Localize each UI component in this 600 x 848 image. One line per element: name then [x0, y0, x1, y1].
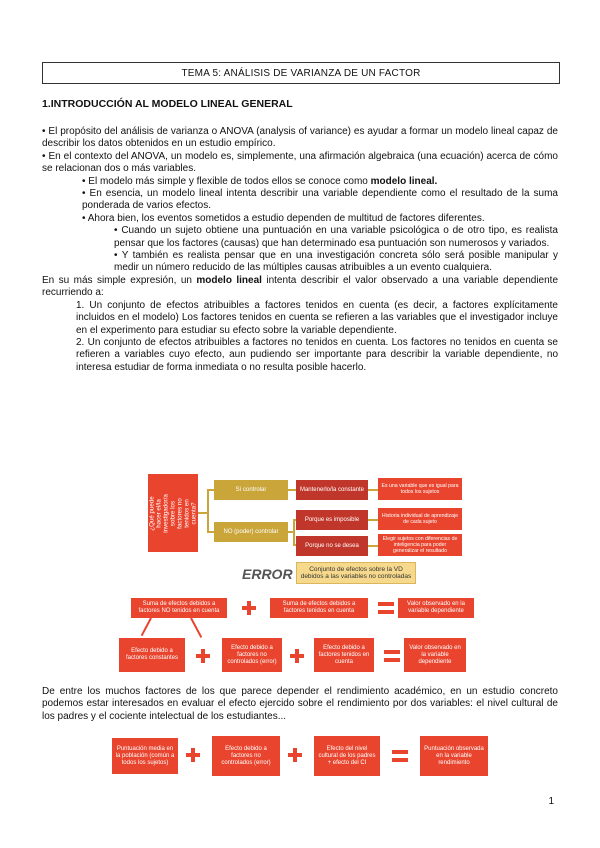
plus-icon [290, 649, 304, 663]
paragraph [42, 275, 558, 300]
text-run: En su más simple expresión, un [42, 274, 197, 286]
paragraph: 1. Un conjunto de efectos atribuibles a factores tenidos en cuenta (es decir, a factores explícitamente incluidos en el modelo) Los factores tenidos en cuenta se refieren a las variables que el investigador incluye en el experimento para estudiar su efecto sobre la variable dependiente. [76, 299, 558, 336]
accounted-sum-box: Suma de efectos debidos a factores tenidos en cuenta [270, 598, 368, 618]
constant-box: Mantenerlo/la constante [296, 480, 368, 500]
connector [368, 519, 378, 521]
paragraph: • En esencia, un modelo lineal intenta describir una variable dependiente como el resultado de la suma ponderada de varios efectos. [82, 188, 558, 212]
paragraph: • Y también es realista pensar que en una investigación concreta sólo será posible manipular y medir un número reducido de las múltiples causas atribuibles a un evento cualquiera. [114, 250, 558, 274]
constant-effect-box: Efecto debido a factores constantes [119, 638, 185, 672]
unaccounted-sum-box: Suma de efectos debidos a factores NO tenidos en cuenta [131, 598, 227, 618]
not-desired-box: Porque no se desea [296, 536, 368, 556]
error-box: Efecto debido a factores no controlados (error) [212, 736, 280, 776]
population-mean-box: Puntuación media en la población (común a todos los sujetos) [112, 738, 178, 774]
paragraph: • Ahora bien, los eventos sometidos a estudio dependen de multitud de factores diferentes. [82, 212, 485, 224]
closing-text [42, 686, 558, 723]
plus-icon [242, 601, 256, 615]
document-title-box [42, 62, 560, 84]
equals-icon [378, 602, 394, 614]
observed-value-box-2: Valor observado en la variable dependiente [404, 638, 466, 672]
document-title: TEMA 5: ANÁLISIS DE VARIANZA DE UN FACTOR [181, 67, 421, 79]
paragraph: 2. Un conjunto de efectos atribuibles a factores no tenidos en cuenta. Los factores no tenidos en cuenta se refieren a variables cuyo efecto, aun pudiendo ser importante para describir la variable dependiente, no interesa estudiar de forma inmediata o no resulta posible hacerlo. [76, 336, 558, 373]
text-run: • El modelo más simple y flexible de todos ellos se conoce como [82, 175, 371, 187]
plus-icon [288, 748, 302, 762]
impossible-desc-box: Historia individual de aprendizaje de cada sujeto [378, 508, 462, 530]
connector [293, 519, 295, 545]
not-desired-desc-box: Elegir sujetos con diferencias de inteligencia para poder generalizar el resultado [378, 534, 462, 556]
arrow-line [141, 618, 152, 637]
connector [207, 489, 209, 533]
arrow-line [190, 618, 202, 638]
plus-icon [186, 748, 200, 762]
impossible-box: Porque es imposible [296, 510, 368, 530]
paragraph: De entre los muchos factores de los que parece depender el rendimiento académico, en un estudio concreto podemos estar interesados en evaluar el efecto ejercido sobre el rendimiento por dos variables: el nivel cultural de los padres y el cociente intelectual de los estudiantes... [42, 686, 558, 722]
connector [288, 489, 296, 491]
page-number: 1 [548, 796, 554, 807]
equals-icon [384, 650, 400, 662]
connector [368, 489, 378, 491]
question-box [148, 474, 198, 552]
factors-effect-box: Efecto del nivel cultural de los padres + efecto del CI [314, 736, 380, 776]
accounted-effect-box: Efecto debido a factores tenidos en cuenta [314, 638, 374, 672]
section-heading: 1.INTRODUCCIÓN AL MODELO LINEAL GENERAL [42, 98, 293, 110]
question-label: ¿Qué puede hacer el/la investigador/a sobre los factores no tenidos en cuenta? [148, 493, 198, 533]
observed-score-box: Puntuación observada en la variable rendimiento [420, 736, 488, 776]
plus-icon [196, 649, 210, 663]
paragraph [82, 176, 558, 188]
bold-term: modelo lineal. [370, 175, 438, 187]
constant-desc-box: Es una variable que es igual para todos los sujetos [378, 478, 462, 500]
paragraph: • Cuando un sujeto obtiene una puntuación en una variable psicológica o de otro tipo, es realista pensar que los factores (causas) que han determinado esa puntuación son numerosos y variados. [114, 225, 558, 249]
text-run: intenta describir el valor observado a una variable dependiente recurriendo a: [42, 274, 558, 299]
bold-term: modelo lineal [196, 274, 262, 286]
equals-icon [392, 750, 408, 762]
observed-value-box: Valor observado en la variable dependiente [398, 598, 474, 618]
error-desc-box: Conjunto de efectos sobre la VD debidos a las variables no controladas [296, 562, 416, 584]
control-box: Sí controlar [214, 480, 288, 500]
error-label: ERROR [242, 566, 293, 582]
connector [368, 545, 378, 547]
no-control-box: NO (poder) controlar [214, 522, 288, 542]
main-text [42, 126, 558, 374]
paragraph: • En el contexto del ANOVA, un modelo es, simplemente, una afirmación algebraica (una ecuación) acerca de cómo se relacionan dos o más variables. [42, 150, 558, 175]
error-effect-box: Efecto debido a factores no controlados (error) [222, 638, 282, 672]
paragraph: • El propósito del análisis de varianza o ANOVA (analysis of variance) es ayudar a formar un modelo lineal capaz de describir los datos obtenidos en un estudio empírico. [42, 126, 558, 150]
